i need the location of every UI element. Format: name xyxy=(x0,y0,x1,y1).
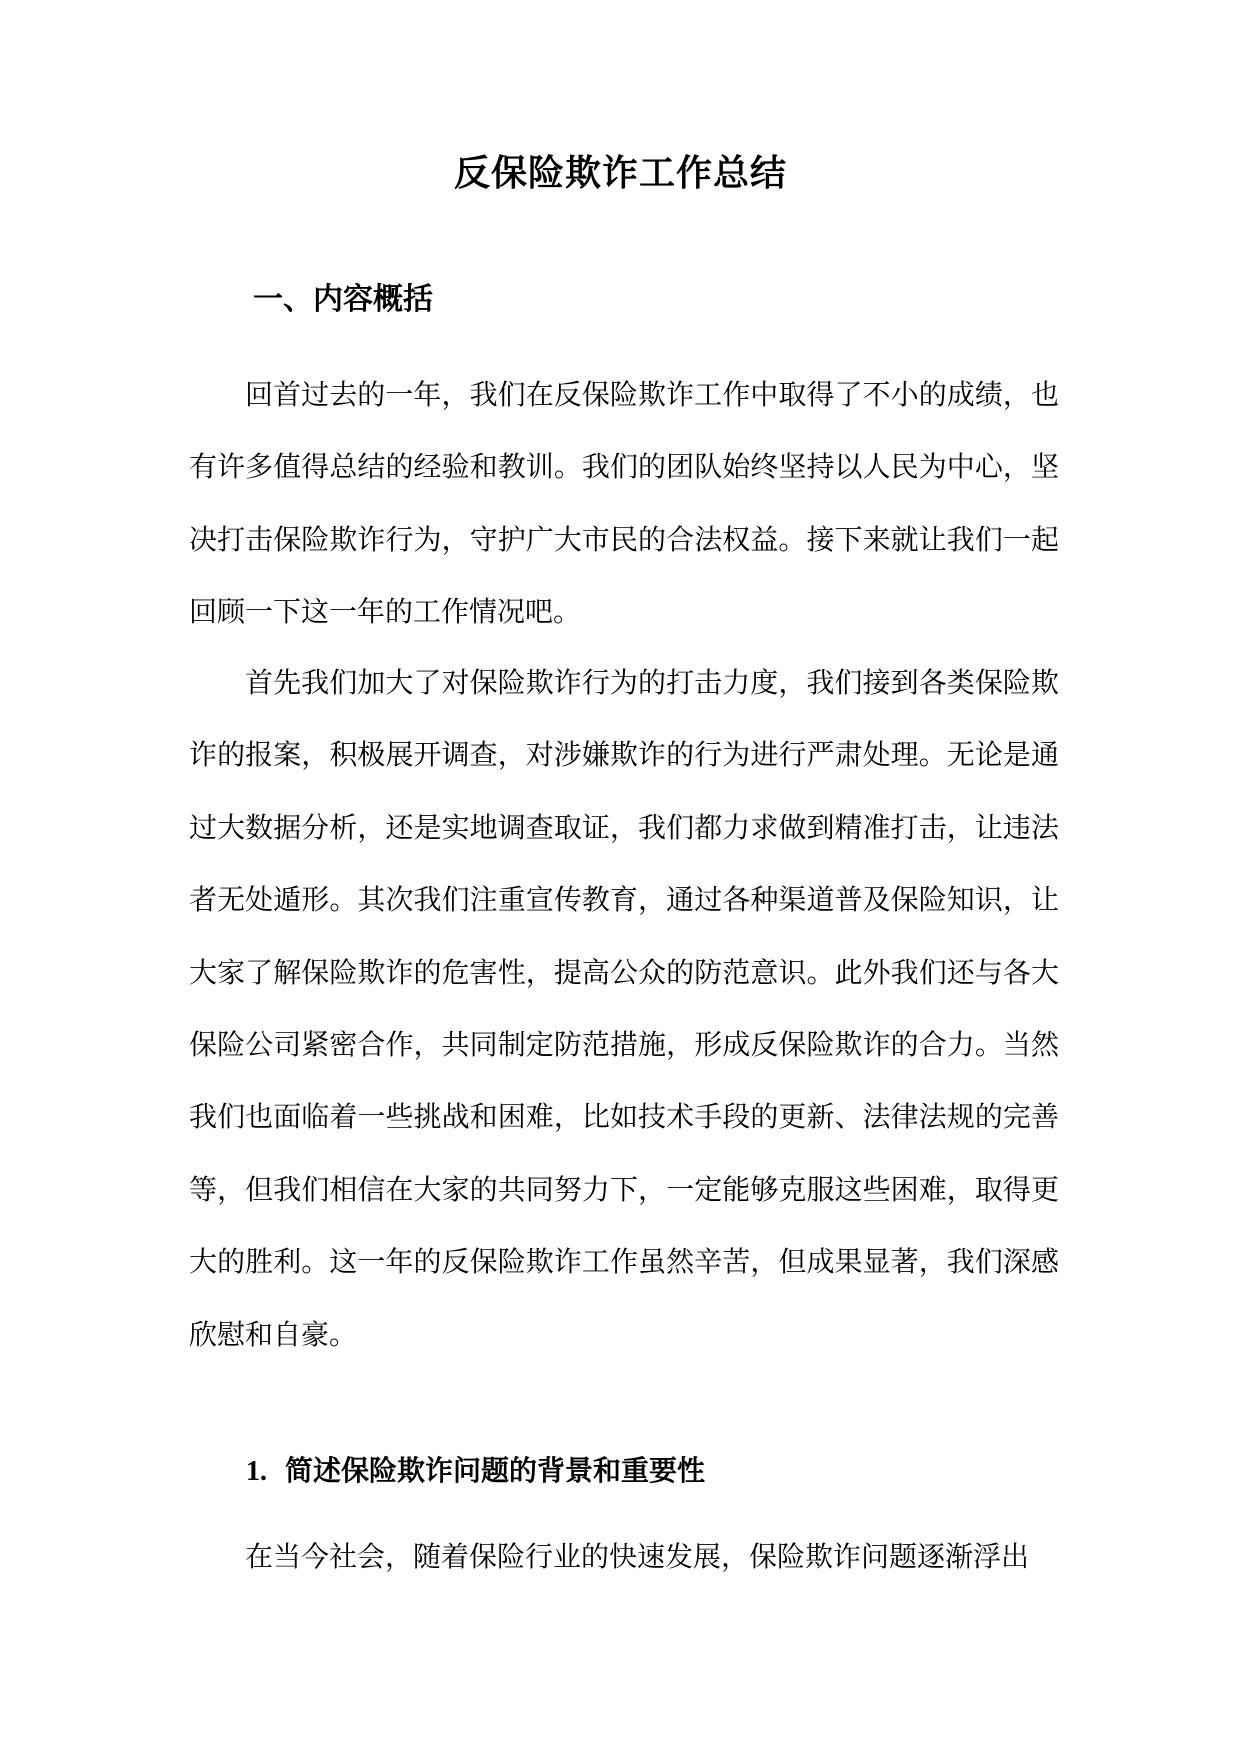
summary-paragraph-1: 回首过去的一年，我们在反保险欺诈工作中取得了不小的成绩，也有许多值得总结的经验和教训。我们的团队始终坚持以人民为中心，坚决打击保险欺诈行为，守护广大市民的合法权益。接下来就让我们一起回顾一下这一年的工作情况吧。 xyxy=(189,378,1059,629)
background-paragraph-1: 在当今社会，随着保险行业的快速发展，保险欺诈问题逐渐浮出 xyxy=(245,1540,1030,1573)
document-title: 反保险欺诈工作总结 xyxy=(453,152,787,194)
subsection-heading-text: 简述保险欺诈问题的背景和重要性 xyxy=(285,1454,706,1487)
summary-paragraph-2: 首先我们加大了对保险欺诈行为的打击力度，我们接到各类保险欺诈的报案，积极展开调查，对涉嫌欺诈的行为进行严肃处理。无论是通过大数据分析，还是实地调查取证，我们都力求做到精准打击，让违法者无处遁形。其次我们注重宣传教育，通过各种渠道普及保险知识，让大家了解保险欺诈的危害性，提高公众的防范意识。此外我们还与各大保险公司紧密合作，共同制定防范措施，形成反保险欺诈的合力。当然我们也面临着一些挑战和困难，比如技术手段的更新、法律法规的完善等，但我们相信在大家的共同努力下，一定能够克服这些困难，取得更大的胜利。这一年的反保险欺诈工作虽然辛苦，但成果显著，我们深感欣慰和自豪。 xyxy=(189,666,1059,1351)
subsection-heading-background xyxy=(246,1449,705,1494)
section-heading-summary: 一、内容概括 xyxy=(253,282,433,317)
subsection-number: 1. xyxy=(246,1456,267,1487)
